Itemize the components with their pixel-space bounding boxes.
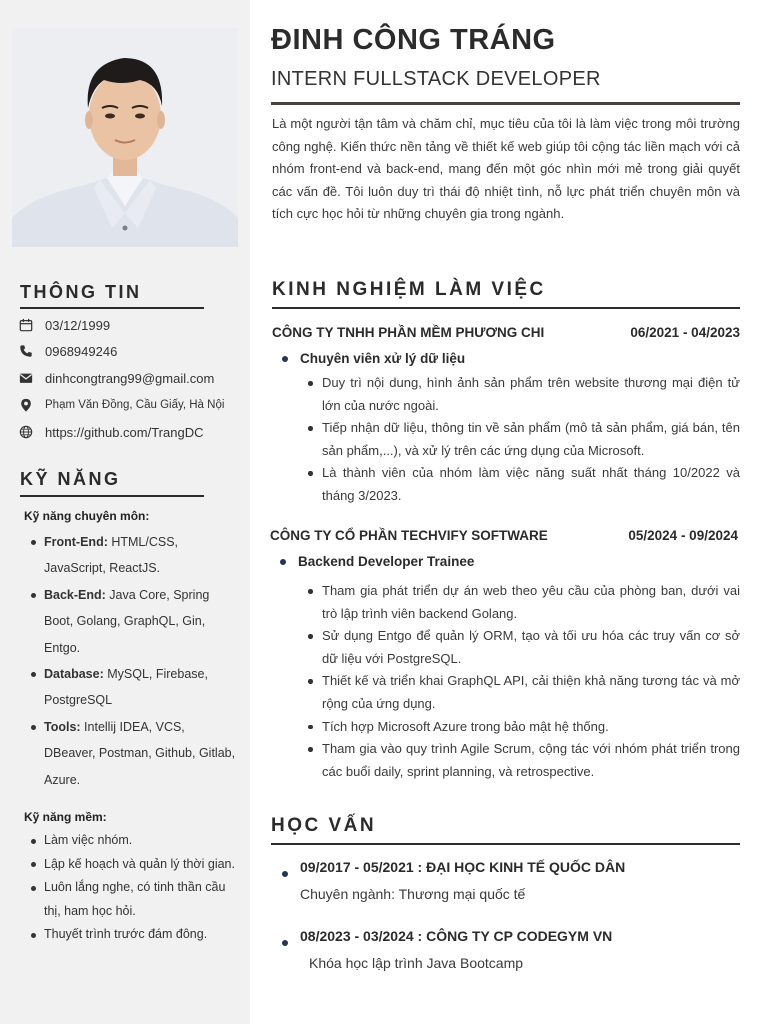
calendar-icon	[18, 317, 34, 333]
job-period: 06/2021 - 04/2023	[630, 325, 740, 340]
skill-item	[28, 661, 238, 714]
education-divider	[271, 843, 740, 845]
mail-icon	[18, 370, 34, 386]
phone-text: 0968949246	[45, 343, 118, 359]
job-period: 05/2024 - 09/2024	[628, 528, 738, 543]
education-section-title: HỌC VẤN	[271, 815, 377, 836]
job-bullet	[282, 356, 288, 362]
soft-skill-item: Lập kế hoạch và quản lý thời gian.	[28, 853, 238, 877]
address-text: Phạm Văn Đồng, Cầu Giấy, Hà Nội	[45, 399, 225, 411]
skill-label: Database:	[44, 667, 104, 682]
education-heading: 08/2023 - 03/2024 : CÔNG TY CP CODEGYM VN	[300, 928, 613, 944]
experience-divider	[272, 307, 740, 309]
duty-item: Tham gia vào quy trình Agile Scrum, cộng tác với nhóm phát triển trong các buổi daily, sprint planning, và retrospective.	[322, 738, 740, 783]
phone-row	[18, 343, 117, 359]
profile-summary: Là một người tận tâm và chăm chỉ, mục tiêu của tôi là làm việc trong môi trường công nghệ. Kiến thức nền tảng về thiết kế web giúp tôi cộng tác liền mạch với cả nhóm front-end và back-end, mang đến một góc nhìn mới mẻ trong giải quyết các vấn đề. Tôi luôn duy trì thái độ nhiệt tình, nỗ lực phát triển chuyên môn và tích cực học hỏi từ những chuyên gia trong ngành.	[272, 116, 740, 222]
education-heading: 09/2017 - 05/2021 : ĐẠI HỌC KINH TẾ QUỐC DÂN	[300, 859, 626, 875]
info-divider	[20, 307, 204, 309]
duty-item: Sử dụng Entgo để quản lý ORM, tạo và tối ưu hóa các truy vấn cơ sở dữ liệu với PostgreSQL.	[322, 625, 740, 670]
duty-item: Tích hợp Microsoft Azure trong bảo mật hệ thống.	[322, 716, 740, 739]
job-position: Chuyên viên xử lý dữ liệu	[300, 351, 466, 366]
skill-label: Front-End:	[44, 535, 108, 549]
skill-value: MySQL, Firebase, PostgreSQL	[44, 667, 208, 708]
skill-value: HTML/CSS, JavaScript, ReactJS.	[44, 535, 179, 576]
experience-section-title: KINH NGHIỆM LÀM VIỆC	[272, 279, 546, 300]
skills-divider	[20, 495, 204, 497]
job-duties	[322, 372, 740, 508]
email-text[interactable]: dinhcongtrang99@gmail.com	[45, 370, 215, 386]
portrait-illustration	[12, 28, 238, 247]
skill-label: Back-End:	[44, 587, 106, 602]
duty-item: Thiết kế và triển khai GraphQL API, cải thiện khả năng tương tác và mở rộng của ứng dụng.	[322, 670, 740, 715]
header-divider	[271, 102, 740, 105]
skill-item	[28, 582, 238, 661]
profile-photo	[12, 28, 238, 247]
skill-item	[28, 529, 238, 582]
job-duties	[322, 580, 740, 783]
education-detail: Chuyên ngành: Thương mại quốc tế	[300, 886, 526, 902]
email-row	[18, 370, 214, 386]
location-pin-icon	[18, 397, 34, 413]
address-row	[18, 397, 224, 413]
duty-item: Duy trì nội dung, hình ảnh sản phẩm trên website thương mại điện tử lớn của nước ngoài.	[322, 372, 740, 417]
skill-item	[28, 714, 238, 793]
phone-icon	[18, 343, 34, 359]
birthday-row	[18, 317, 110, 333]
job-company: CÔNG TY CỔ PHẦN TECHVIFY SOFTWARE	[270, 528, 548, 543]
education-detail: Khóa học lập trình Java Bootcamp	[309, 955, 524, 971]
github-link[interactable]: https://github.com/TrangDC	[45, 424, 204, 440]
job-bullet	[280, 559, 286, 565]
info-section-title: THÔNG TIN	[20, 282, 142, 302]
skills-section-title: KỸ NĂNG	[20, 469, 121, 489]
skill-value: Intellij IDEA, VCS, DBeaver, Postman, Github, Gitlab, Azure.	[44, 719, 236, 787]
candidate-role: INTERN FULLSTACK DEVELOPER	[271, 68, 601, 90]
duty-item: Là thành viên của nhóm làm việc năng suất nhất tháng 10/2022 và tháng 3/2023.	[322, 462, 740, 507]
education-bullet	[282, 871, 288, 877]
skill-label: Tools:	[44, 719, 81, 734]
birthday-text: 03/12/1999	[45, 317, 111, 333]
hard-skills-list	[28, 529, 238, 793]
skill-value: Java Core, Spring Boot, Golang, GraphQL, Gin, Entgo.	[44, 587, 210, 655]
candidate-name: ĐINH CÔNG TRÁNG	[271, 24, 556, 56]
hard-skills-heading: Kỹ năng chuyên môn:	[24, 509, 150, 523]
duty-item: Tham gia phát triển dự án web theo yêu cầu của phòng ban, dưới vai trò lập trình viên backend Golang.	[322, 580, 740, 625]
soft-skill-item: Làm việc nhóm.	[28, 829, 238, 853]
soft-skill-item: Luôn lắng nghe, có tinh thần cầu thị, ham học hỏi.	[28, 876, 238, 923]
github-row	[18, 424, 203, 440]
soft-skill-item: Thuyết trình trước đám đông.	[28, 923, 238, 947]
soft-skills-list	[28, 829, 238, 947]
education-bullet	[282, 940, 288, 946]
soft-skills-heading: Kỹ năng mềm:	[24, 810, 107, 824]
duty-item: Tiếp nhận dữ liệu, thông tin về sản phẩm (mô tả sản phẩm, giá bán, tên sản phẩm,...), và xử lý trên các ứng dụng của Microsoft.	[322, 417, 740, 462]
job-position: Backend Developer Trainee	[298, 554, 475, 569]
job-company: CÔNG TY TNHH PHẦN MỀM PHƯƠNG CHI	[272, 325, 545, 340]
globe-icon	[18, 424, 34, 440]
